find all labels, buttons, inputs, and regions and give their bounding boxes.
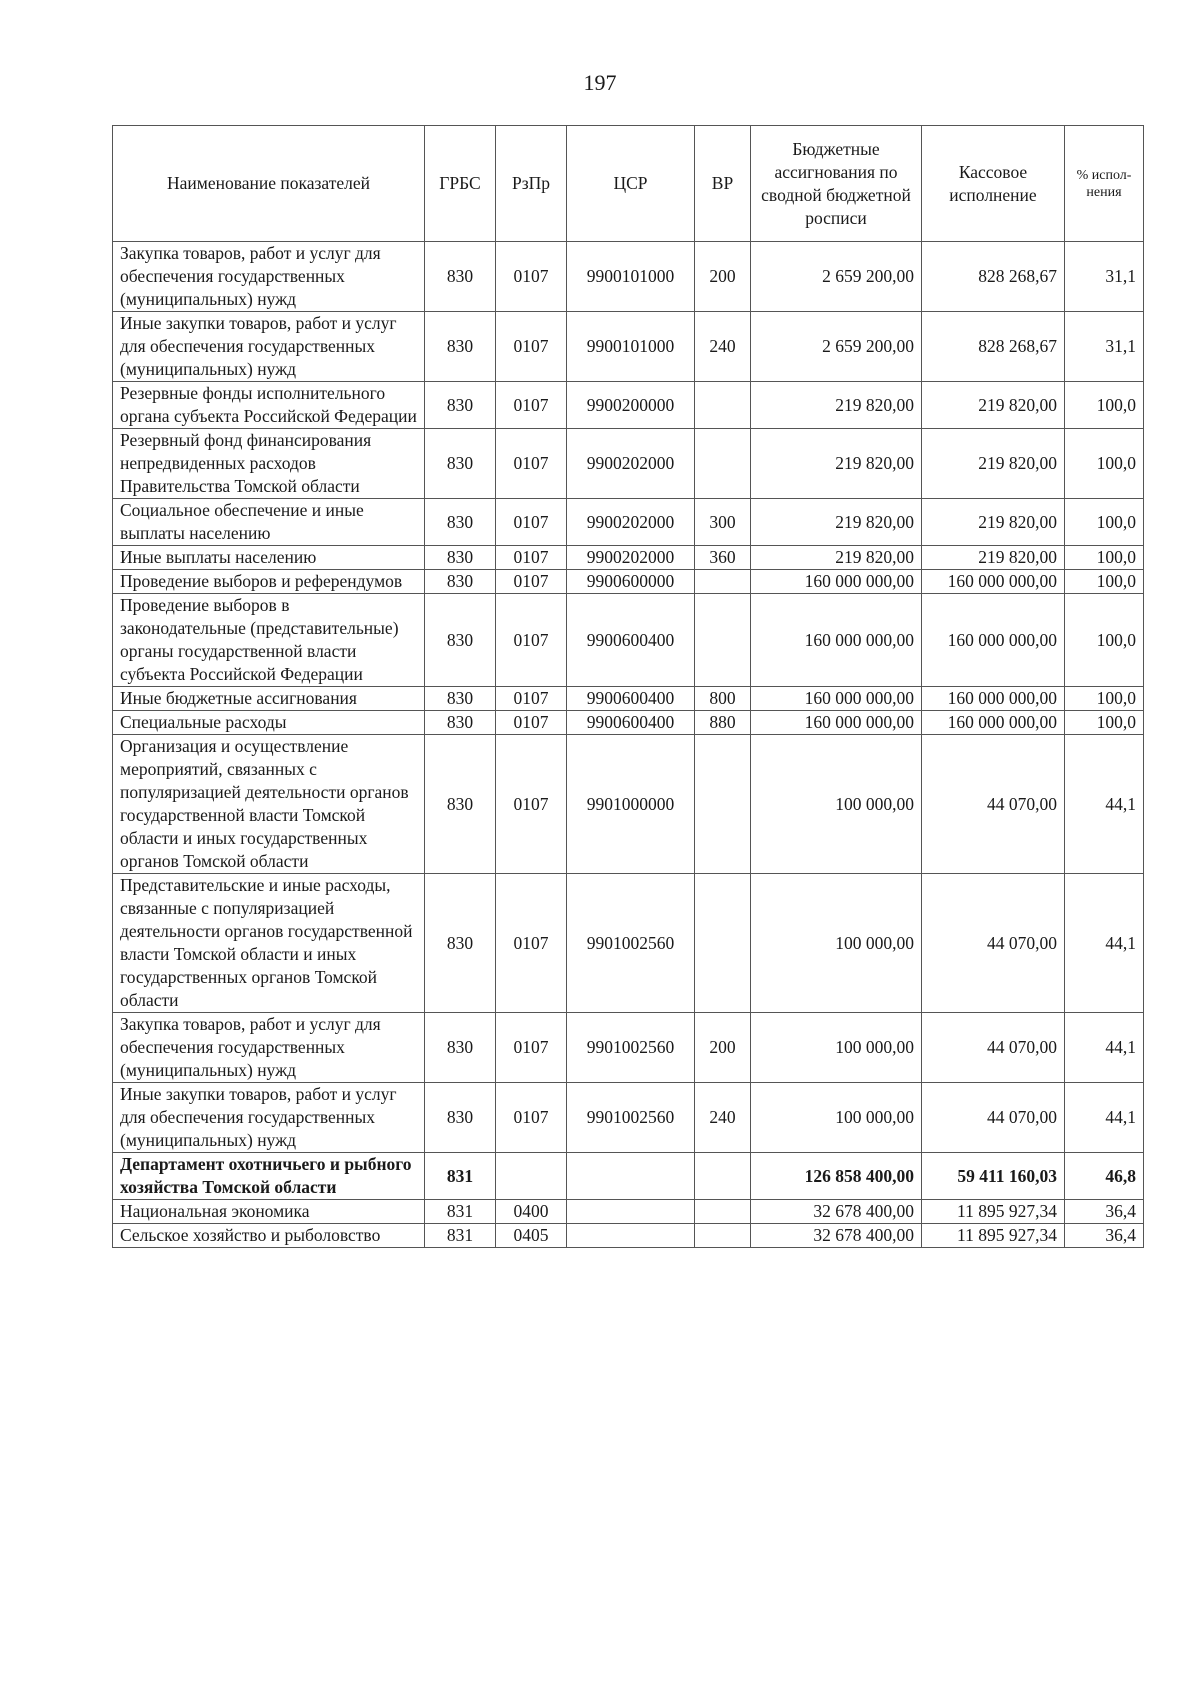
- cell-rzpr: 0107: [496, 1083, 567, 1153]
- cell-percent: 36,4: [1065, 1224, 1144, 1248]
- table-row: [113, 1013, 1144, 1083]
- cell-cash-execution: 828 268,67: [922, 242, 1065, 312]
- cell-assignments: 2 659 200,00: [751, 242, 922, 312]
- cell-assignments: 100 000,00: [751, 874, 922, 1013]
- cell-assignments: 219 820,00: [751, 429, 922, 499]
- table-row: [113, 429, 1144, 499]
- cell-rzpr: 0107: [496, 735, 567, 874]
- cell-assignments: 32 678 400,00: [751, 1224, 922, 1248]
- table-row: [113, 499, 1144, 546]
- cell-rzpr: 0107: [496, 874, 567, 1013]
- cell-vr: [695, 735, 751, 874]
- cell-percent: 100,0: [1065, 711, 1144, 735]
- cell-csr: 9900101000: [567, 242, 695, 312]
- cell-name: Закупка товаров, работ и услуг для обеспечения государственных (муниципальных) нужд: [113, 242, 425, 312]
- cell-vr: 880: [695, 711, 751, 735]
- header-rzpr: РзПр: [496, 126, 567, 242]
- table-row: [113, 711, 1144, 735]
- table-row-department-total: [113, 1153, 1144, 1200]
- cell-name: Иные бюджетные ассигнования: [113, 687, 425, 711]
- table-row: [113, 687, 1144, 711]
- cell-vr: [695, 874, 751, 1013]
- cell-assignments: 160 000 000,00: [751, 570, 922, 594]
- cell-rzpr: 0107: [496, 312, 567, 382]
- cell-assignments: 219 820,00: [751, 546, 922, 570]
- header-grbs: ГРБС: [425, 126, 496, 242]
- cell-vr: [695, 1153, 751, 1200]
- cell-grbs: 830: [425, 594, 496, 687]
- cell-csr: 9900600400: [567, 711, 695, 735]
- cell-grbs: 830: [425, 242, 496, 312]
- table-row: [113, 312, 1144, 382]
- cell-cash-execution: 59 411 160,03: [922, 1153, 1065, 1200]
- cell-percent: 36,4: [1065, 1200, 1144, 1224]
- cell-name: Представительские и иные расходы, связанные с популяризацией деятельности органов государственной власти Томской области и иных государственных органов Томской области: [113, 874, 425, 1013]
- cell-vr: 800: [695, 687, 751, 711]
- cell-grbs: 830: [425, 499, 496, 546]
- header-csr: ЦСР: [567, 126, 695, 242]
- cell-percent: 44,1: [1065, 1083, 1144, 1153]
- cell-name: Проведение выборов и референдумов: [113, 570, 425, 594]
- cell-grbs: 830: [425, 546, 496, 570]
- cell-name: Департамент охотничьего и рыбного хозяйства Томской области: [113, 1153, 425, 1200]
- cell-csr: 9900101000: [567, 312, 695, 382]
- cell-percent: 100,0: [1065, 499, 1144, 546]
- header-assignments: Бюджетные ассигнования по сводной бюджетной росписи: [751, 126, 922, 242]
- cell-grbs: 830: [425, 382, 496, 429]
- cell-assignments: 160 000 000,00: [751, 687, 922, 711]
- cell-name: Закупка товаров, работ и услуг для обеспечения государственных (муниципальных) нужд: [113, 1013, 425, 1083]
- cell-assignments: 32 678 400,00: [751, 1200, 922, 1224]
- cell-vr: [695, 1200, 751, 1224]
- cell-percent: 31,1: [1065, 312, 1144, 382]
- cell-cash-execution: 44 070,00: [922, 735, 1065, 874]
- cell-grbs: 831: [425, 1200, 496, 1224]
- cell-rzpr: 0107: [496, 382, 567, 429]
- cell-csr: [567, 1224, 695, 1248]
- cell-grbs: 830: [425, 687, 496, 711]
- cell-assignments: 126 858 400,00: [751, 1153, 922, 1200]
- page-number: 197: [583, 70, 617, 95]
- cell-vr: 300: [695, 499, 751, 546]
- cell-vr: 200: [695, 1013, 751, 1083]
- cell-cash-execution: 219 820,00: [922, 382, 1065, 429]
- cell-percent: 100,0: [1065, 382, 1144, 429]
- cell-csr: 9900200000: [567, 382, 695, 429]
- cell-vr: [695, 429, 751, 499]
- cell-cash-execution: 160 000 000,00: [922, 570, 1065, 594]
- cell-csr: 9900600400: [567, 687, 695, 711]
- table-row: [113, 570, 1144, 594]
- cell-csr: 9901000000: [567, 735, 695, 874]
- cell-name: Иные закупки товаров, работ и услуг для обеспечения государственных (муниципальных) нужд: [113, 312, 425, 382]
- cell-grbs: 831: [425, 1153, 496, 1200]
- cell-percent: 44,1: [1065, 1013, 1144, 1083]
- cell-rzpr: 0107: [496, 687, 567, 711]
- table-body: [113, 242, 1144, 1248]
- cell-rzpr: 0400: [496, 1200, 567, 1224]
- header-name: Наименование показателей: [113, 126, 425, 242]
- cell-vr: [695, 570, 751, 594]
- cell-csr: 9901002560: [567, 1013, 695, 1083]
- cell-rzpr: 0107: [496, 1013, 567, 1083]
- cell-name: Иные выплаты населению: [113, 546, 425, 570]
- cell-vr: [695, 594, 751, 687]
- cell-percent: 44,1: [1065, 874, 1144, 1013]
- table-row: [113, 735, 1144, 874]
- cell-percent: 44,1: [1065, 735, 1144, 874]
- cell-percent: 31,1: [1065, 242, 1144, 312]
- cell-rzpr: 0405: [496, 1224, 567, 1248]
- cell-percent: 100,0: [1065, 429, 1144, 499]
- cell-grbs: 830: [425, 570, 496, 594]
- cell-name: Специальные расходы: [113, 711, 425, 735]
- cell-rzpr: 0107: [496, 570, 567, 594]
- cell-cash-execution: 219 820,00: [922, 499, 1065, 546]
- header-vr: ВР: [695, 126, 751, 242]
- cell-cash-execution: 11 895 927,34: [922, 1224, 1065, 1248]
- table-row: [113, 594, 1144, 687]
- cell-grbs: 830: [425, 1013, 496, 1083]
- cell-rzpr: 0107: [496, 429, 567, 499]
- cell-rzpr: 0107: [496, 242, 567, 312]
- cell-rzpr: 0107: [496, 594, 567, 687]
- cell-vr: 360: [695, 546, 751, 570]
- table-row: [113, 1083, 1144, 1153]
- cell-name: Резервные фонды исполнительного органа субъекта Российской Федерации: [113, 382, 425, 429]
- cell-rzpr: 0107: [496, 546, 567, 570]
- cell-grbs: 830: [425, 711, 496, 735]
- table-row: [113, 1200, 1144, 1224]
- cell-grbs: 830: [425, 874, 496, 1013]
- table-row: [113, 382, 1144, 429]
- cell-csr: 9900600000: [567, 570, 695, 594]
- cell-csr: 9900600400: [567, 594, 695, 687]
- cell-cash-execution: 828 268,67: [922, 312, 1065, 382]
- cell-cash-execution: 160 000 000,00: [922, 711, 1065, 735]
- cell-rzpr: [496, 1153, 567, 1200]
- cell-vr: 200: [695, 242, 751, 312]
- cell-percent: 100,0: [1065, 594, 1144, 687]
- cell-grbs: 830: [425, 429, 496, 499]
- cell-cash-execution: 219 820,00: [922, 429, 1065, 499]
- cell-name: Национальная экономика: [113, 1200, 425, 1224]
- cell-name: Иные закупки товаров, работ и услуг для обеспечения государственных (муниципальных) нужд: [113, 1083, 425, 1153]
- cell-assignments: 100 000,00: [751, 1013, 922, 1083]
- cell-vr: 240: [695, 1083, 751, 1153]
- table-row: [113, 242, 1144, 312]
- cell-assignments: 160 000 000,00: [751, 711, 922, 735]
- cell-assignments: 219 820,00: [751, 499, 922, 546]
- cell-assignments: 160 000 000,00: [751, 594, 922, 687]
- table-header-row: [113, 126, 1144, 242]
- header-percent: % испол-нения: [1065, 126, 1144, 242]
- cell-csr: 9901002560: [567, 874, 695, 1013]
- cell-name: Социальное обеспечение и иные выплаты населению: [113, 499, 425, 546]
- cell-cash-execution: 44 070,00: [922, 874, 1065, 1013]
- budget-execution-table: [112, 125, 1144, 1248]
- cell-name: Проведение выборов в законодательные (представительные) органы государственной власти субъекта Российской Федерации: [113, 594, 425, 687]
- cell-name: Резервный фонд финансирования непредвиденных расходов Правительства Томской области: [113, 429, 425, 499]
- cell-csr: 9900202000: [567, 429, 695, 499]
- cell-cash-execution: 219 820,00: [922, 546, 1065, 570]
- cell-grbs: 830: [425, 735, 496, 874]
- cell-csr: 9900202000: [567, 499, 695, 546]
- cell-name: Организация и осуществление мероприятий, связанных с популяризацией деятельности органов государственной власти Томской области и иных государственных органов Томской области: [113, 735, 425, 874]
- cell-percent: 100,0: [1065, 546, 1144, 570]
- cell-name: Сельское хозяйство и рыболовство: [113, 1224, 425, 1248]
- cell-percent: 100,0: [1065, 687, 1144, 711]
- cell-assignments: 100 000,00: [751, 735, 922, 874]
- cell-vr: [695, 382, 751, 429]
- cell-vr: [695, 1224, 751, 1248]
- cell-grbs: 831: [425, 1224, 496, 1248]
- cell-cash-execution: 44 070,00: [922, 1083, 1065, 1153]
- cell-vr: 240: [695, 312, 751, 382]
- cell-percent: 46,8: [1065, 1153, 1144, 1200]
- cell-rzpr: 0107: [496, 711, 567, 735]
- cell-csr: [567, 1153, 695, 1200]
- cell-assignments: 2 659 200,00: [751, 312, 922, 382]
- cell-cash-execution: 160 000 000,00: [922, 687, 1065, 711]
- table-row: [113, 874, 1144, 1013]
- cell-cash-execution: 160 000 000,00: [922, 594, 1065, 687]
- cell-csr: 9901002560: [567, 1083, 695, 1153]
- cell-csr: 9900202000: [567, 546, 695, 570]
- table-row: [113, 1224, 1144, 1248]
- cell-grbs: 830: [425, 312, 496, 382]
- cell-cash-execution: 44 070,00: [922, 1013, 1065, 1083]
- cell-assignments: 100 000,00: [751, 1083, 922, 1153]
- cell-csr: [567, 1200, 695, 1224]
- cell-assignments: 219 820,00: [751, 382, 922, 429]
- cell-grbs: 830: [425, 1083, 496, 1153]
- cell-cash-execution: 11 895 927,34: [922, 1200, 1065, 1224]
- cell-rzpr: 0107: [496, 499, 567, 546]
- table-row: [113, 546, 1144, 570]
- cell-percent: 100,0: [1065, 570, 1144, 594]
- header-cash-execution: Кассовое исполнение: [922, 126, 1065, 242]
